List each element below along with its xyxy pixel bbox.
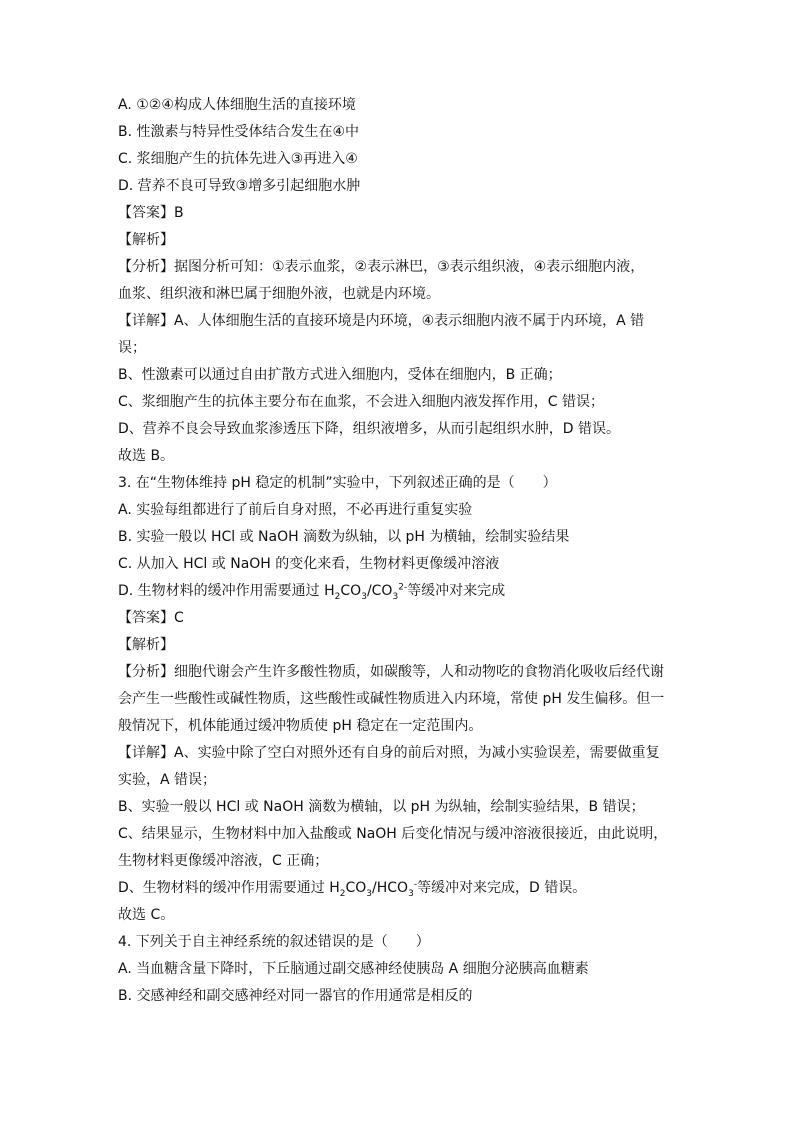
q4-option-a: A. 当血糖含量下降时，下丘脑通过副交感神经使胰岛 A 细胞分泌胰高血糖素 xyxy=(118,961,589,977)
q2-option-c: C. 浆细胞产生的抗体先进入③再进入④ xyxy=(118,151,358,167)
q3-xiangjie-line-5: 生物材料更像缓冲溶液，C 正确； xyxy=(118,853,329,869)
q4-stem: 4. 下列关于自主神经系统的叙述错误的是（ ） xyxy=(118,934,430,950)
q3-xiangjie-line-4: C、结果显示，生物材料中加入盐酸或 NaOH 后变化情况与缓冲溶液很接近，由此说明， xyxy=(118,826,668,842)
q2-conclusion: 故选 B。 xyxy=(118,448,175,464)
q3-option-a: A. 实验每组都进行了前后自身对照，不必再进行重复实验 xyxy=(118,502,473,518)
q3-stem: 3. 在“生物体维持 pH 稳定的机制”实验中，下列叙述正确的是（ ） xyxy=(118,475,557,491)
q2-fenxi-line-1: 【分析】据图分析可知：①表示血浆，②表示淋巴，③表示组织液，④表示细胞内液， xyxy=(118,259,645,275)
q3-fenxi-line-1: 【分析】细胞代谢会产生许多酸性物质，如碳酸等，人和动物吃的食物消化吸收后经代谢 xyxy=(118,664,664,680)
q2-xiangjie-line-3: B、性激素可以通过自由扩散方式进入细胞内，受体在细胞内，B 正确； xyxy=(118,367,562,383)
q2-xiangjie-line-4: C、浆细胞产生的抗体主要分布在血浆，不会进入细胞内液发挥作用，C 错误； xyxy=(118,394,604,410)
q2-answer: 【答案】B xyxy=(118,205,184,221)
q3-xiangjie-line-3: B、实验一般以 HCl 或 NaOH 滴数为横轴，以 pH 为纵轴，绘制实验结果，B 错误； xyxy=(118,799,645,815)
q3-option-c: C. 从加入 HCl 或 NaOH 的变化来看，生物材料更像缓冲溶液 xyxy=(118,556,500,572)
q4-option-b: B. 交感神经和副交感神经对同一器官的作用通常是相反的 xyxy=(118,988,473,1004)
q2-option-d: D. 营养不良可导致③增多引起细胞水肿 xyxy=(118,178,361,194)
q2-option-a: A. ①②④构成人体细胞生活的直接环境 xyxy=(118,97,356,113)
q3-xiangjie-line-6: D、生物材料的缓冲作用需要通过 $H_2CO_3/HCO_3^-$等缓冲对来完成，D 错误。 xyxy=(118,879,587,899)
q3-analysis-heading: 【解析】 xyxy=(118,637,174,653)
q3-answer: 【答案】C xyxy=(118,610,184,626)
q3-option-b: B. 实验一般以 HCl 或 NaOH 滴数为纵轴，以 pH 为横轴，绘制实验结果 xyxy=(118,529,570,545)
q3-fenxi-line-3: 般情况下，机体能通过缓冲物质使 pH 稳定在一定范围内。 xyxy=(118,718,483,734)
q2-xiangjie-line-1: 【详解】A、人体细胞生活的直接环境是内环境，④表示细胞内液不属于内环境，A 错 xyxy=(118,313,645,329)
q2-option-b: B. 性激素与特异性受体结合发生在④中 xyxy=(118,124,360,140)
q2-analysis-heading: 【解析】 xyxy=(118,232,174,248)
q2-xiangjie-line-5: D、营养不良会导致血浆渗透压下降，组织液增多，从而引起组织水肿，D 错误。 xyxy=(118,421,621,437)
q3-fenxi-line-2: 会产生一些酸性或碱性物质，这些酸性或碱性物质进入内环境，常使 pH 发生偏移。但一 xyxy=(118,691,665,707)
q3-conclusion: 故选 C。 xyxy=(118,907,175,923)
q3-xiangjie-line-2: 实验，A 错误； xyxy=(118,772,217,788)
q3-xiangjie-line-1: 【详解】A、实验中除了空白对照外还有自身的前后对照，为减小实验误差，需要做重复 xyxy=(118,745,660,761)
q2-fenxi-line-2: 血浆、组织液和淋巴属于细胞外液，也就是内环境。 xyxy=(118,286,440,302)
q2-xiangjie-line-2: 误； xyxy=(118,340,146,356)
document-page xyxy=(118,92,678,1010)
q3-option-d: D. 生物材料的缓冲作用需要通过 $H_2CO_3/CO_3^{2-}$等缓冲对来完成 xyxy=(118,582,506,602)
